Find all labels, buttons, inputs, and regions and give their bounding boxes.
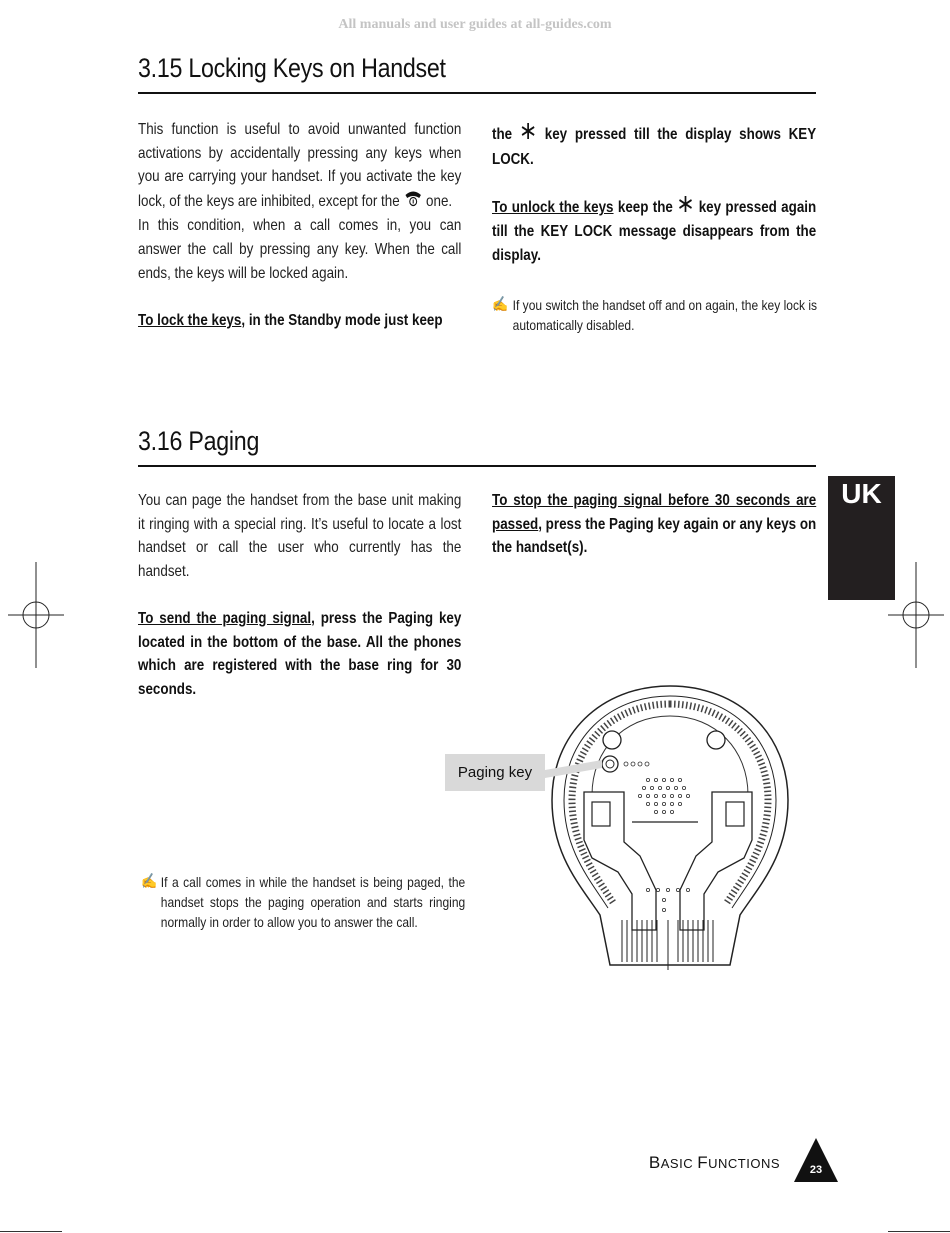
- section-315-note: [492, 295, 817, 335]
- unlock-keys-link: To unlock the keys: [492, 198, 614, 216]
- section-315-left-p1-a: This function is useful to avoid unwanted function activations by accidentally pressing any keys when you are carrying your handset. If you activate the key lock, of the keys are inhibited, except for the: [138, 121, 462, 210]
- right-p1-b: key pressed till the display shows KEY LOCK.: [492, 125, 817, 168]
- unlock-text-b: key pressed again till the KEY LOCK message disappears from the display.: [492, 198, 817, 264]
- section-315-right-column: [492, 122, 816, 268]
- section-316-note: [141, 872, 465, 932]
- watermark: All manuals and user guides at all-guides.com: [338, 17, 612, 32]
- footer-asic: ASIC: [660, 1156, 698, 1171]
- send-paging-link: To send the paging signal: [138, 609, 312, 627]
- phone-end-icon: [403, 189, 422, 215]
- section-315-note-text: If you switch the handset off and on again, the key lock is automatically disabled.: [512, 297, 818, 333]
- stop-paging-link: To stop the paging signal before 30 seconds are passed: [492, 492, 817, 533]
- section-316-rule: [138, 465, 816, 467]
- footer-section-name: [649, 1153, 780, 1173]
- uk-language-label: UK: [841, 478, 882, 509]
- section-316-left-p1: You can page the handset from the base unit making it ringing with a special ring. It’s useful to locate a lost handset or call the user who currently has the handset.: [138, 492, 462, 580]
- lock-keys-text: , in the Standby mode just keep: [241, 311, 443, 329]
- footer-b: B: [648, 1153, 661, 1172]
- star-key-icon: [520, 122, 537, 148]
- registration-crosshair-icon: [8, 562, 64, 668]
- section-315-left-p1-b: one.: [426, 192, 453, 210]
- page-number-triangle: [793, 1136, 839, 1184]
- page-number: 23: [809, 1164, 823, 1176]
- section-316-left-column: [138, 489, 461, 701]
- registration-crosshair-icon: [888, 562, 944, 668]
- section-316-right-column: [492, 489, 816, 560]
- section-315-left-p2: In this condition, when a call comes in, you can answer the call by pressing any key. When the call ends, the keys will be locked again.: [138, 217, 462, 282]
- paging-key-callout: Paging key: [445, 754, 545, 791]
- section-315-rule: [138, 92, 816, 94]
- section-315-left-column: [138, 118, 461, 332]
- crop-mark: [888, 1231, 950, 1232]
- send-paging-text: , press the Paging key located in the bottom of the base. All the phones which are registered with the base ring for 30 seconds.: [138, 609, 462, 698]
- section-316-title: 3.16 Paging: [138, 426, 260, 456]
- unlock-text-a: keep the: [617, 198, 673, 216]
- stop-paging-text: , press the Paging key again or any keys on the handset(s).: [492, 515, 817, 557]
- note-pen-icon: ✍: [492, 296, 509, 313]
- note-pen-icon: ✍: [141, 873, 158, 890]
- right-p1-a: the: [492, 125, 513, 143]
- section-315-title: 3.15 Locking Keys on Handset: [138, 53, 446, 83]
- footer-f: F: [697, 1153, 709, 1172]
- footer-unctions: UNCTIONS: [708, 1156, 780, 1171]
- base-unit-illustration: [540, 680, 800, 980]
- star-key-icon: [677, 195, 694, 221]
- lock-keys-link: To lock the keys: [138, 311, 242, 329]
- crop-mark: [0, 1231, 62, 1232]
- section-316-note-text: If a call comes in while the handset is being paged, the handset stops the paging operation and starts ringing normally in order to allow you to answer the call.: [160, 874, 466, 930]
